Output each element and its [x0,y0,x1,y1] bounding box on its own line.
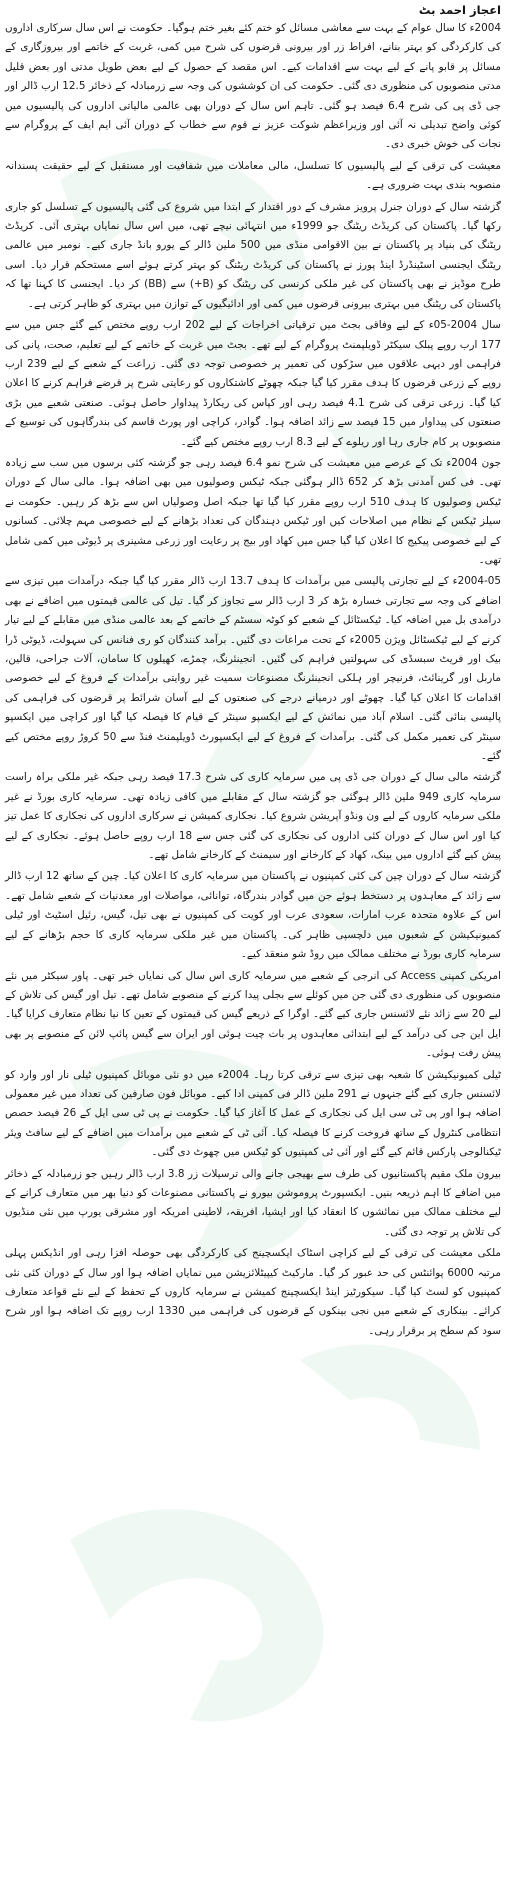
paragraph: گزشتہ مالی سال کے دوران جی ڈی پی میں سرمایہ کاری کی شرح 17.3 فیصد رہی جبکہ غیر ملکی براہ راست سرمایہ کاری 949 ملین ڈالر ہوگئی جو گزشتہ سال کے مقابلے میں کافی زیادہ تھی۔ سرمایہ کاری بورڈ نے غیر ملکی سرمایہ کاروں کے لیے ون ونڈو آپریشن شروع کیا۔ نجکاری کمیشن نے سرکاری اداروں کی نجکاری کا عمل تیز کیا اور اس سال کے دوران کئی اداروں کی نجکاری کی گئی جس سے 18 ارب روپے حاصل ہوئے۔ نجکاری کے لیے پیش کیے گئے اداروں میں بینک، کھاد کے کارخانے اور سیمنٹ کے کارخانے شامل تھے۔ [5,771,501,862]
author-byline: اعجاز احمد بٹ [418,3,501,17]
paragraph: 2004ء کا سال عوام کے بہت سے معاشی مسائل کو ختم کئے بغیر ختم ہوگیا۔ حکومت نے اس سال سرکاری اداروں کی کارکردگی کو بہتر بنانے، افراط زر اور بیرونی قرضوں کی شرح میں کمی، غربت کے خاتمے اور بیروزگاری کے مسائل پر قابو پانے کے لیے بہت سے اقدامات کیے۔ اس مقصد کے حصول کے لیے بعض طویل مدتی اور بعض قلیل مدتی منصوبوں کی منظوری دی گئی۔ حکومت کی ان کوششوں کی وجہ سے زرمبادلہ کے ذخائر 12.5 ارب ڈالر اور جی ڈی پی کی شرح 6.4 فیصد ہو گئی۔ تاہم اس سال کے دوران بھی عالمی مالیاتی اداروں کی پالیسیوں میں کوئی واضح تبدیلی نہ آئی اور وزیراعظم شوکت عزیز نے قوم سے خطاب کے دوران آئی ایم ایف کے پروگرام سے نجات کی خوش خبری دی۔ [5,22,501,151]
paragraph: 2004-05ء کے لیے تجارتی پالیسی میں برآمدات کا ہدف 13.7 ارب ڈالر مقرر کیا گیا جبکہ درآمدات میں تیزی سے اضافے کی وجہ سے تجارتی خسارہ بڑھ کر 3 ارب ڈالر سے تجاوز کر گیا۔ تیل کی عالمی قیمتوں میں اضافے نے بھی درآمدی بل میں اضافہ کیا۔ ٹیکسٹائل کے شعبے کو کوٹہ سسٹم کے خاتمے کے بعد عالمی منڈی میں مقابلے کے لیے تیار کرنے کے لیے ٹیکسٹائل ویژن 2005ء کے تحت مراعات دی گئیں۔ برآمد کنندگان کو ری فنانس کی سہولت، ڈیوٹی ڈرا بیک اور فریٹ سبسڈی کی سہولتیں فراہم کی گئیں۔ انجینئرنگ، چمڑے، کھیلوں کا سامان، آلات جراحی، قالین، ماربل اور گرینائٹ، فرنیچر اور ہلکی انجینئرنگ مصنوعات سمیت غیر روایتی برآمدات کے فروغ کے لیے خصوصی اقدامات کا اعلان کیا گیا۔ چھوٹے اور درمیانے درجے کی صنعتوں کے لیے آسان شرائط پر قرضوں کی فراہمی کی پالیسی بنائی گئی۔ اسلام آباد میں نمائش کے لیے ایکسپو سینٹر کے قیام کا فیصلہ کیا گیا اور کراچی میں ایکسپو سینٹر کی تعمیر مکمل کی گئی۔ برآمدات کے فروغ کے لیے ایکسپورٹ ڈویلپمنٹ فنڈ سے 50 کروڑ روپے مختص کیے گئے۔ [5,575,501,763]
paragraph: گزشتہ سال کے دوران جنرل پرویز مشرف کے دور اقتدار کے ابتدا میں شروع کی گئی پالیسیوں کے تسلسل کو جاری رکھا گیا۔ پاکستان کی کریڈٹ ریٹنگ جو 1999ء میں انتہائی نیچے تھی، میں اس سال نمایاں بہتری آئی۔ کریڈٹ ریٹنگ کی بنیاد پر پاکستان نے بین الاقوامی منڈی میں 500 ملین ڈالر کے یورو بانڈ جاری کیے۔ نومبر میں عالمی ریٹنگ ایجنسی اسٹینڈرڈ اینڈ پورز نے پاکستان کی کریڈٹ ریٹنگ کو بہتر کرتے ہوئے اسے مستحکم قرار دیا۔ اسی طرح موڈیز نے بھی پاکستان کی غیر ملکی کرنسی کی ریٹنگ کو (B+) سے (BB) کر دیا۔ ایجنسی کا کہنا تھا کہ پاکستان کی ریٹنگ میں بہتری بیرونی قرضوں میں کمی اور ادائیگیوں کے توازن میں بہتری کو ظاہر کرتی ہے۔ [5,200,502,310]
paragraph: جون 2004ء تک کے عرصے میں معیشت کی شرح نمو 6.4 فیصد رہی جو گزشتہ کئی برسوں میں سب سے زیادہ تھی۔ فی کس آمدنی بڑھ کر 652 ڈالر ہوگئی جبکہ ٹیکس وصولیوں میں بھی اضافہ ہوا۔ مالی سال کے دوران ٹیکس وصولیوں کا ہدف 510 ارب روپے مقرر کیا گیا تھا جبکہ اصل وصولیاں اس سے بڑھ کر رہیں۔ حکومت نے سیلز ٹیکس کے نظام میں اصلاحات کیں اور ٹیکس دہندگان کی تعداد بڑھانے کے لیے خصوصی مہم چلائی۔ کسانوں کے لیے خصوصی پیکیج کا اعلان کیا گیا جس میں کھاد اور بیج پر رعایت اور زرعی مشینری پر ڈیوٹی میں کمی شامل تھی۔ [5,456,502,566]
paragraph: ٹیلی کمیونیکیشن کا شعبہ بھی تیزی سے ترقی کرتا رہا۔ 2004ء میں دو نئی موبائل کمپنیوں ٹیلی نار اور وارد کو لائسنس جاری کیے گئے جنہوں نے 291 ملین ڈالر فی کمپنی ادا کیے۔ موبائل فون صارفین کی تعداد میں غیر معمولی اضافہ ہوا اور پی ٹی سی ایل کی نجکاری کے عمل کا آغاز کیا گیا۔ حکومت نے پی ٹی سی ایل کے 26 فیصد حصص انتظامی کنٹرول کے ساتھ فروخت کرنے کا فیصلہ کیا۔ آئی ٹی کے شعبے میں برآمدات میں اضافے کے لیے سافٹ ویئر ٹیکنالوجی پارکس قائم کیے گئے اور آئی ٹی کمپنیوں کو ٹیکس میں چھوٹ دی گئی۔ [5,1068,501,1159]
article-paragraphs [5,19,501,1341]
paragraph: سال 2004-05ء کے لیے وفاقی بجٹ میں ترقیاتی اخراجات کے لیے 202 ارب روپے مختص کیے گئے جس میں سے 177 ارب روپے پبلک سیکٹر ڈویلپمنٹ پروگرام کے لیے تھے۔ بجٹ میں غربت کے خاتمے کے لیے تعلیم، صحت، پانی کی فراہمی اور دیہی علاقوں میں سڑکوں کی تعمیر پر خصوصی توجہ دی گئی۔ زراعت کے شعبے کے لیے 239 ارب روپے کے زرعی قرضوں کا ہدف مقرر کیا گیا جبکہ چھوٹے کاشتکاروں کو رعایتی شرح پر قرضے فراہم کرنے کا اعلان کیا گیا۔ زرعی ترقی کی شرح 4.1 فیصد رہی اور کپاس کی ریکارڈ پیداوار حاصل ہوئی۔ صنعتی شعبے میں بڑی صنعتوں کی پیداوار میں 15 فیصد سے زائد اضافہ ہوا۔ گوادر، کراچی اور پورٹ قاسم کی بندرگاہوں کی توسیع کے منصوبوں پر کام جاری رہا اور ریلوے کے لیے 8.3 ارب روپے مختص کیے گئے۔ [5,319,502,448]
paragraph: معیشت کی ترقی کے لیے پالیسیوں کا تسلسل، مالی معاملات میں شفافیت اور مستقبل کے لیے حقیقت پسندانہ منصوبہ بندی بہت ضروری ہے۔ [5,159,501,192]
paragraph: ملکی معیشت کی ترقی کے لیے کراچی اسٹاک ایکسچینج کی کارکردگی بھی حوصلہ افزا رہی اور انڈیکس پہلی مرتبہ 6000 پوائنٹس کی حد عبور کر گیا۔ مارکیٹ کیپیٹلائزیشن میں نمایاں اضافہ ہوا اور سال کے دوران کئی نئی کمپنیوں کو لسٹ کیا گیا۔ سیکورٹیز اینڈ ایکسچینج کمیشن نے سرمایہ کاروں کے تحفظ کے لیے نئے قواعد متعارف کرائے۔ بینکاری کے شعبے میں نجی بینکوں کے قرضوں کی فراہمی میں 1330 ارب روپے تک اضافہ ہوا اور شرح سود کم سطح پر برقرار رہی۔ [5,1247,502,1337]
paragraph: گزشتہ سال کے دوران چین کی کئی کمپنیوں نے پاکستان میں سرمایہ کاری کا اعلان کیا۔ چین کے ساتھ 12 ارب ڈالر سے زائد کے معاہدوں پر دستخط ہوئے جن میں گوادر بندرگاہ، توانائی، مواصلات اور معدنیات کے شعبے شامل تھے۔ اس کے علاوہ متحدہ عرب امارات، سعودی عرب اور کویت کی کمپنیوں نے بھی تیل، گیس، رئیل اسٹیٹ اور ٹیلی کمیونیکیشن کے شعبوں میں دلچسپی ظاہر کی۔ پاکستان میں غیر ملکی سرمایہ کاری کا حجم بڑھانے کے لیے سرمایہ کاری بورڈ نے مختلف ممالک میں روڈ شو منعقد کیے۔ [5,870,501,961]
paragraph: بیرون ملک مقیم پاکستانیوں کی طرف سے بھیجی جانے والی ترسیلات زر 3.8 ارب ڈالر رہیں جو زرمبادلہ کے ذخائر میں اضافے کا اہم ذریعہ بنیں۔ ایکسپورٹ پروموشن بیورو نے پاکستانی مصنوعات کو دنیا بھر میں متعارف کرانے کے لیے مختلف ممالک میں نمائشوں کا انعقاد کیا اور ایشیا، افریقہ، لاطینی امریکہ اور مشرقی یورپ میں نئی منڈیوں کی تلاش پر توجہ دی گئی۔ [5,1167,502,1238]
paragraph: امریکی کمپنی Access کی انرجی کے شعبے میں سرمایہ کاری اس سال کی نمایاں خبر تھی۔ پاور سیکٹر میں نئے منصوبوں کی منظوری دی گئی جن میں کوئلے سے بجلی پیدا کرنے کے منصوبے شامل تھے۔ تیل اور گیس کی تلاش کے لیے 20 سے زائد نئے لائسنس جاری کیے گئے۔ اوگرا کے ذریعے گیس کی قیمتوں کے تعین کا نیا نظام متعارف کرایا گیا۔ ایل این جی کی درآمد کے لیے ابتدائی معاہدوں پر بات چیت ہوئی اور ایران سے گیس پائپ لائن کے منصوبے پر بھی پیش رفت ہوئی۔ [5,969,501,1060]
